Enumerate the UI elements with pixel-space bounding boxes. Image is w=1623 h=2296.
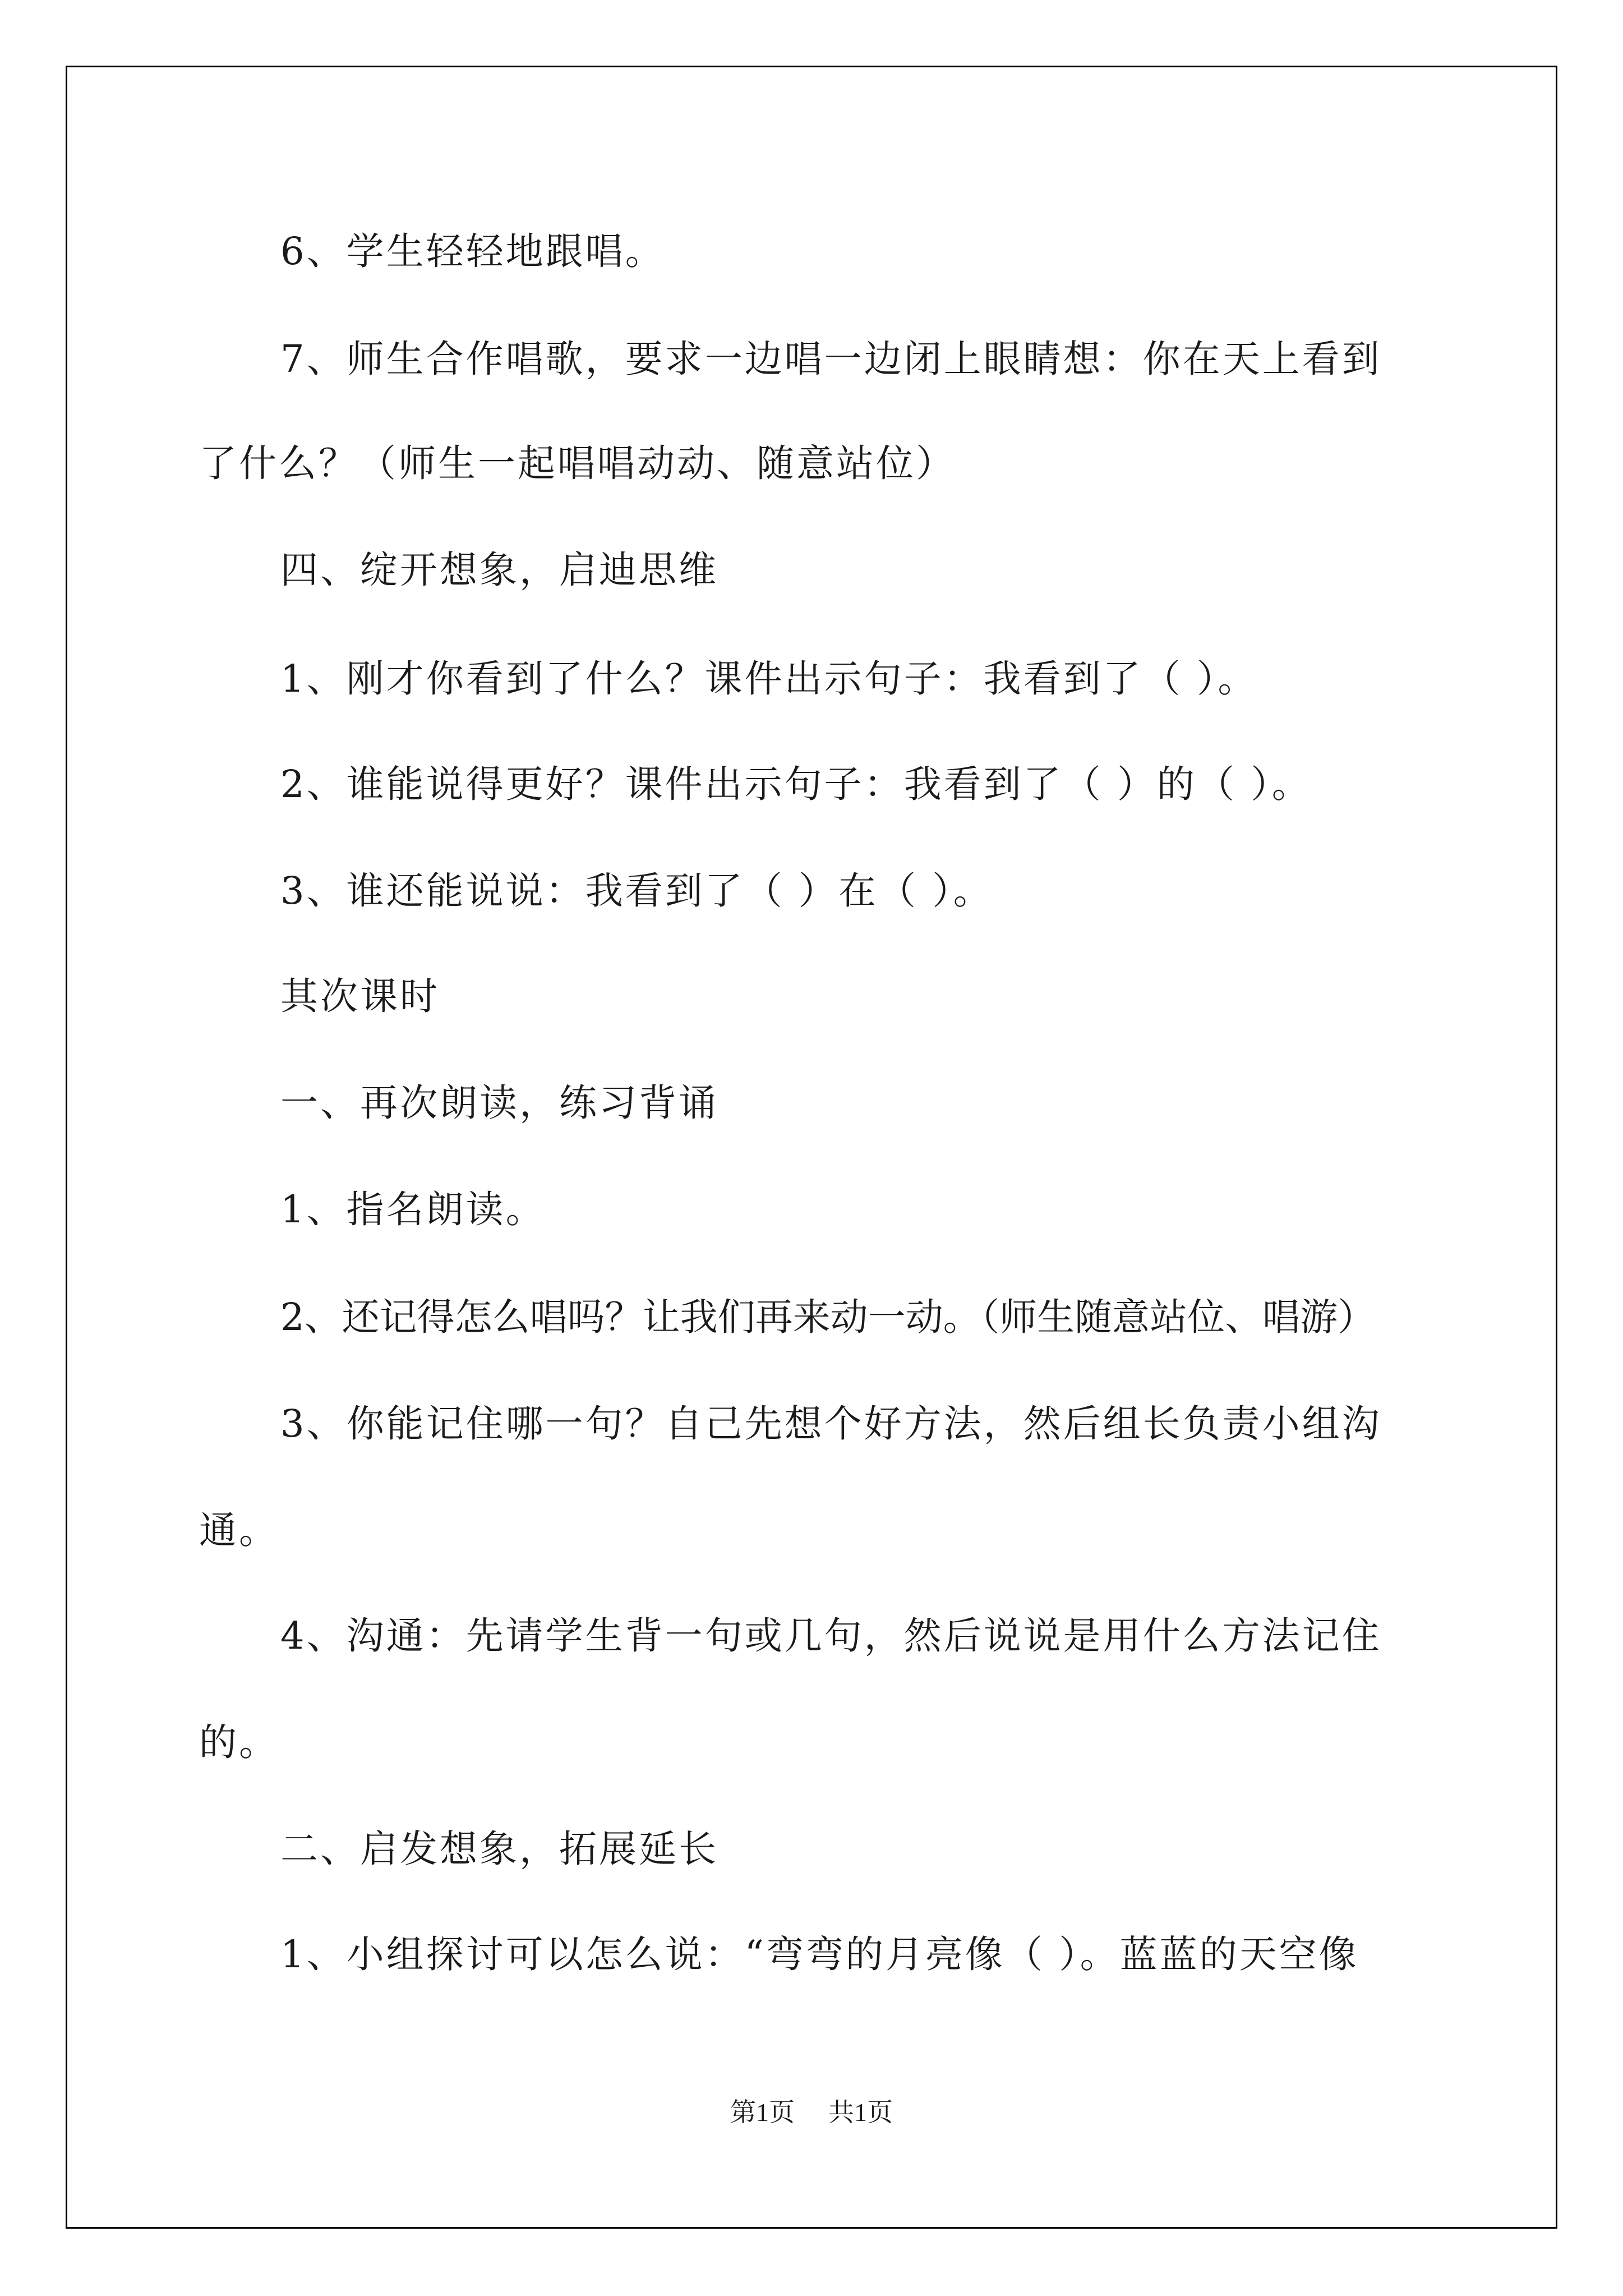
text-line: 的。	[199, 1720, 279, 1764]
section-heading: 一、再次朗读，练习背诵	[280, 1081, 718, 1125]
text-line: 了什么？（师生一起唱唱动动、随意站位）	[199, 441, 956, 485]
text-line: 6、学生轻轻地跟唱。	[280, 229, 665, 273]
text-line: 1、刚才你看到了什么？课件出示句子：我看到了（ ）。	[280, 657, 1258, 701]
page-footer	[0, 2097, 1623, 2128]
page-total: 共1页	[828, 2098, 893, 2127]
section-heading: 四、绽开想象，启迪思维	[280, 548, 718, 592]
section-heading: 二、启发想象，拓展延长	[280, 1827, 718, 1871]
text-line: 3、你能记住哪一句？自己先想个好方法，然后组长负责小组沟	[280, 1402, 1382, 1446]
page-border	[66, 66, 1557, 2229]
page-number: 第1页	[730, 2098, 795, 2127]
text-line: 2、谁能说得更好？课件出示句子：我看到了（ ）的（ ）。	[280, 762, 1312, 806]
text-line: 1、小组探讨可以怎么说：“弯弯的月亮像（ ）。蓝蓝的天空像	[280, 1932, 1359, 1976]
text-line: 3、谁还能说说：我看到了（ ）在（ ）。	[280, 869, 993, 913]
text-line: 1、指名朗读。	[280, 1188, 546, 1231]
section-heading: 其次课时	[280, 974, 440, 1018]
text-line: 7、师生合作唱歌，要求一边唱一边闭上眼睛想：你在天上看到	[280, 337, 1382, 381]
text-line: 通。	[199, 1508, 279, 1552]
text-line: 4、沟通：先请学生背一句或几句，然后说说是用什么方法记住	[280, 1614, 1382, 1658]
text-line: 2、还记得怎么唱吗？让我们再来动一动。（师生随意站位、唱游）	[280, 1295, 1376, 1339]
